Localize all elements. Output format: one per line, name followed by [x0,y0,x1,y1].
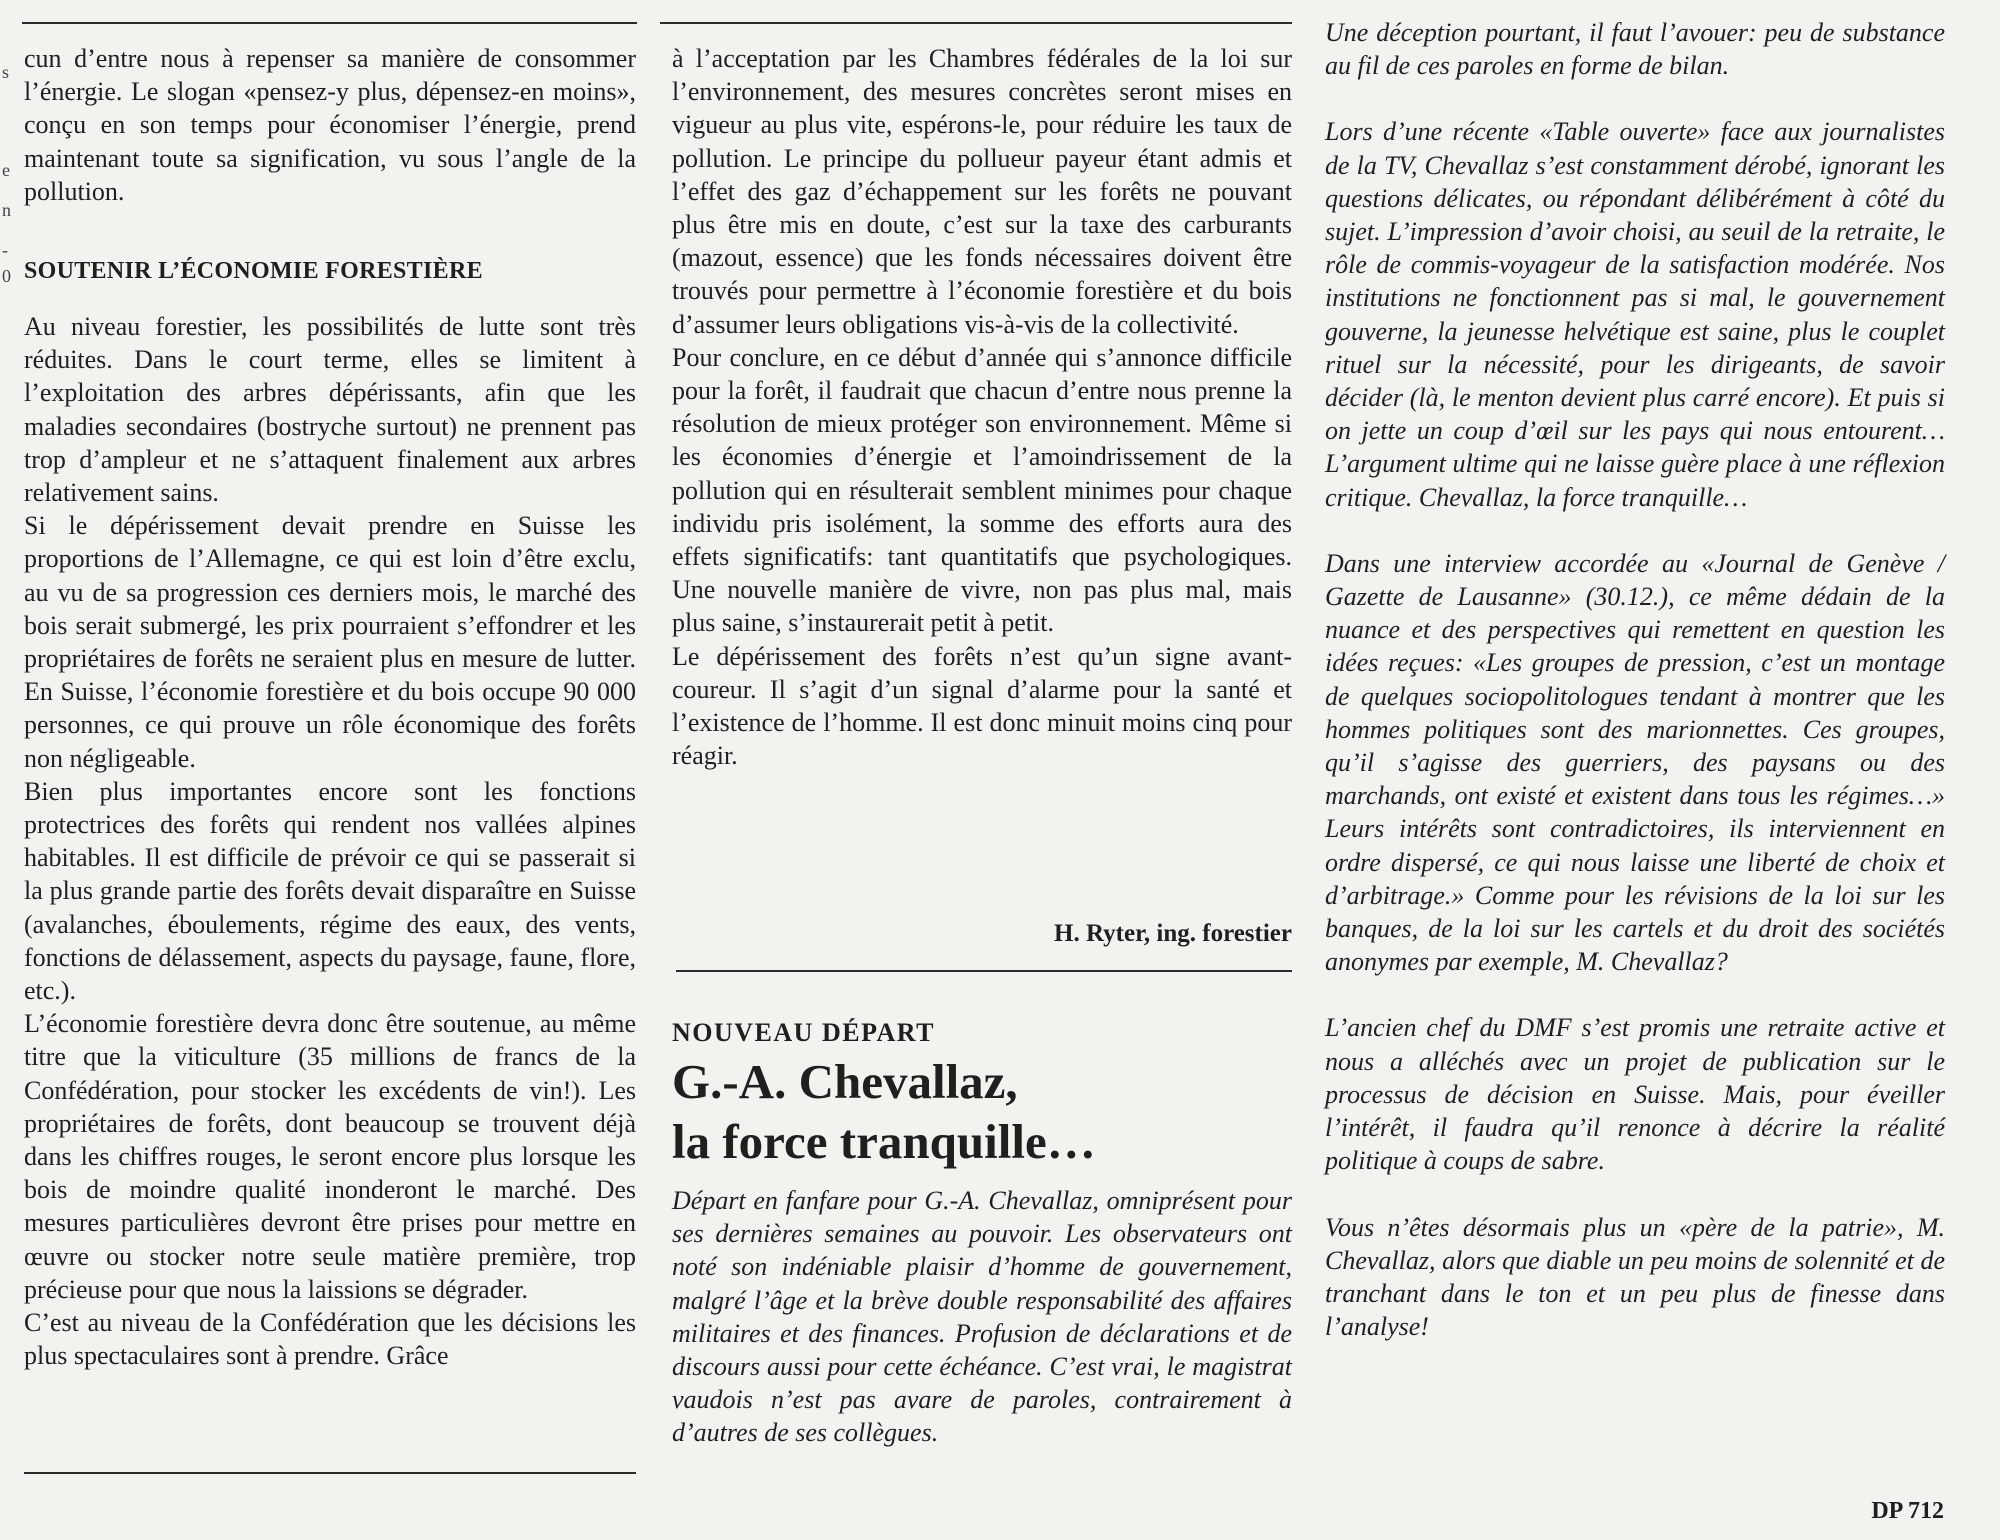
article-headline-line-1: G.-A. Chevallaz, [672,1054,1018,1109]
paragraph: Dans une interview accordée au «Journal de Genève / Gazette de Lausanne» (30.12.), ce même dédain de la nuance et des perspectives qui remettent en question les idées reçues: «Les groupes de pression, c’est un montage de quelques sociopolitologues tendant à montrer que les hommes politiques sont des marionnettes. Ces groupes, qu’il s’agisse des guerriers, des paysans ou des marchands, ont existé et existent dans tous les régimes…» Leurs intérêts sont contradictoires, ils interviennent en ordre dispersé, ce qui nous laisse une liberté de choix et d’arbitrage.» Comme pour les révisions de la loi sur les banques, de la loi sur les cartels et du droit des sociétés anonymes par exemple, M. Chevallaz? [1325,548,1945,977]
section-heading: SOUTENIR L’ÉCONOMIE FORESTIÈRE [24,258,483,284]
top-rule-middle [660,22,1292,24]
margin-mark: s [2,62,10,82]
paragraph: Si le dépérissement devait prendre en Suisse les proportions de l’Allemagne, ce qui est loin d’être exclu, au vu de sa progression ces derniers mois, le marché des bois serait submergé, les prix pourraient s’effondrer et les propriétaires de forêts ne seraient plus en mesure de lutter. En Suisse, l’économie forestière et du bois occupe 90 000 personnes, ce qui prouve un rôle économique des forêts non négligeable. [24,511,636,773]
paragraph: Bien plus importantes encore sont les fonctions protectrices des forêts qui rendent nos vallées alpines habitables. Il est difficile de prévoir ce qui se passerait si la plus grande partie des forêts devait disparaître en Suisse (avalanches, éboulements, régime des eaux, des vents, fonctions de délassement, aspects du paysage, faune, flore, etc.). [24,776,636,1006]
margin-fragments [0,0,14,1540]
column-3-body [1325,16,1945,1343]
paragraph: Le dépérissement des forêts n’est qu’un signe avant-coureur. Il s’agit d’un signal d’alarme pour la santé et l’existence de l’homme. Il est donc minuit moins cinq pour réagir. [672,641,1292,771]
margin-mark: n [2,200,11,220]
paragraph: L’économie forestière devra donc être soutenue, au même titre que la viticulture (35 millions de francs de la Confédération, pour stocker les excédents de vin!). Les propriétaires de forêts, dont beaucoup se trouvent déjà dans les chiffres rouges, le seront encore plus lorsque les bois de moindre qualité inonderont le marché. Des mesures particulières devront être prises pour mettre en œuvre ou stocker notre seule matière première, trop précieuse pour que nous la laissions se dégrader. [24,1009,636,1304]
column-2-body [672,42,1292,772]
bottom-rule-left [24,1472,636,1474]
paragraph: L’ancien chef du DMF s’est promis une retraite active et nous a alléchés avec un projet de publication sur le processus de décision en Suisse. Mais, pour éveiller l’intérêt, il faudra qu’il renonce à décrire la réalité politique à coups de sabre. [1325,1013,1945,1176]
margin-mark: 0 [2,266,11,286]
paragraph: à l’acceptation par les Chambres fédérales de la loi sur l’environnement, des mesures concrètes seront mises en vigueur au plus vite, espérons-le, pour réduire les taux de pollution. Le principe du pollueur payeur étant admis et l’effet des gaz d’échappement sur les forêts ne pouvant plus être mis en doute, c’est sur la taxe des carburants (mazout, essence) que les fonds nécessaires doivent être trouvés pour permettre à l’économie forestière et du bois d’assumer leurs obligations vis-à-vis de la collectivité. [672,44,1292,339]
margin-mark: e [2,160,10,180]
margin-mark: - [2,240,8,260]
paragraph: Une déception pourtant, il faut l’avouer: peu de substance au fil de ces paroles en forme de bilan. [1325,18,1945,81]
lead-paragraph: Départ en fanfare pour G.-A. Chevallaz, omniprésent pour ses dernières semaines au pouvoir. Les observateurs ont noté son indéniable plaisir d’homme de gouvernement, malgré l’âge et la brève double responsabilité des affaires militaires et des finances. Profusion de déclarations et de discours aussi pour cette échéance. C’est vrai, le magistrat vaudois n’est pas avare de paroles, contrairement à d’autres de ses collègues. [672,1186,1292,1448]
paragraph: Vous n’êtes désormais plus un «père de la patrie», M. Chevallaz, alors que diable un peu moins de solennité et de tranchant dans le ton et un peu plus de finesse dans l’analyse! [1325,1212,1945,1342]
paragraph: Pour conclure, en ce début d’année qui s’annonce difficile pour la forêt, il faudrait que chacun d’entre nous prenne la résolution de mieux protéger son environnement. Même si les économies d’énergie et l’amoindrissement de la pollution qui en résulterait semblent minimes pour chaque individu pris isolément, la somme des efforts aura des effets significatifs: tant quantitatifs que psychologiques. Une nouvelle manière de vivre, non pas plus mal, mais plus saine, s’instaurerait petit à petit. [672,342,1292,638]
paragraph: cun d’entre nous à repenser sa manière de consommer l’énergie. Le slogan «pensez-y plus, dépensez-en moins», conçu en son temps pour économiser l’énergie, prend maintenant toute sa signification, vu sous l’angle de la pollution. [24,44,636,206]
paragraph: Lors d’une récente «Table ouverte» face aux journalistes de la TV, Chevallaz s’est constamment dérobé, ignorant les questions délicates, ou répondant délibérément à côté du sujet. L’impression d’avoir choisi, au seuil de la retraite, le rôle de commis-voyageur de la satisfaction modérée. Nos institutions ne fonctionnent pas si mal, le gouvernement gouverne, la jeunesse helvétique est saine, plus le couplet rituel sur la nécessité, pour les dirigeants, de savoir décider (là, le menton devient plus carré encore). Et puis si on jette un coup d’œil sur les pays qui nous entourent… L’argument ultime qui ne laisse guère place à une réflexion critique. Chevallaz, la force tranquille… [1325,117,1945,512]
column-1-top [24,42,636,208]
paragraph: C’est au niveau de la Confédération que les décisions les plus spectaculaires sont à prendre. Grâce [24,1308,636,1371]
article-headline-line-2: la force tranquille… [672,1114,1096,1169]
section-divider [676,970,1292,972]
article-lead [672,1184,1292,1450]
paragraph: Au niveau forestier, les possibilités de lutte sont très réduites. Dans le court terme, elles se limitent à l’exploitation des arbres dépérissants, afin que les maladies secondaires (bostryche surtout) ne prennent pas trop d’ampleur et ne s’attaquent finalement aux arbres relativement sains. [24,312,636,508]
top-rule-left [22,22,637,24]
column-1-body [24,310,636,1373]
article-kicker: NOUVEAU DÉPART [672,1018,935,1047]
byline: H. Ryter, ing. forestier [1054,920,1292,947]
page-reference: DP 712 [1871,1498,1944,1524]
